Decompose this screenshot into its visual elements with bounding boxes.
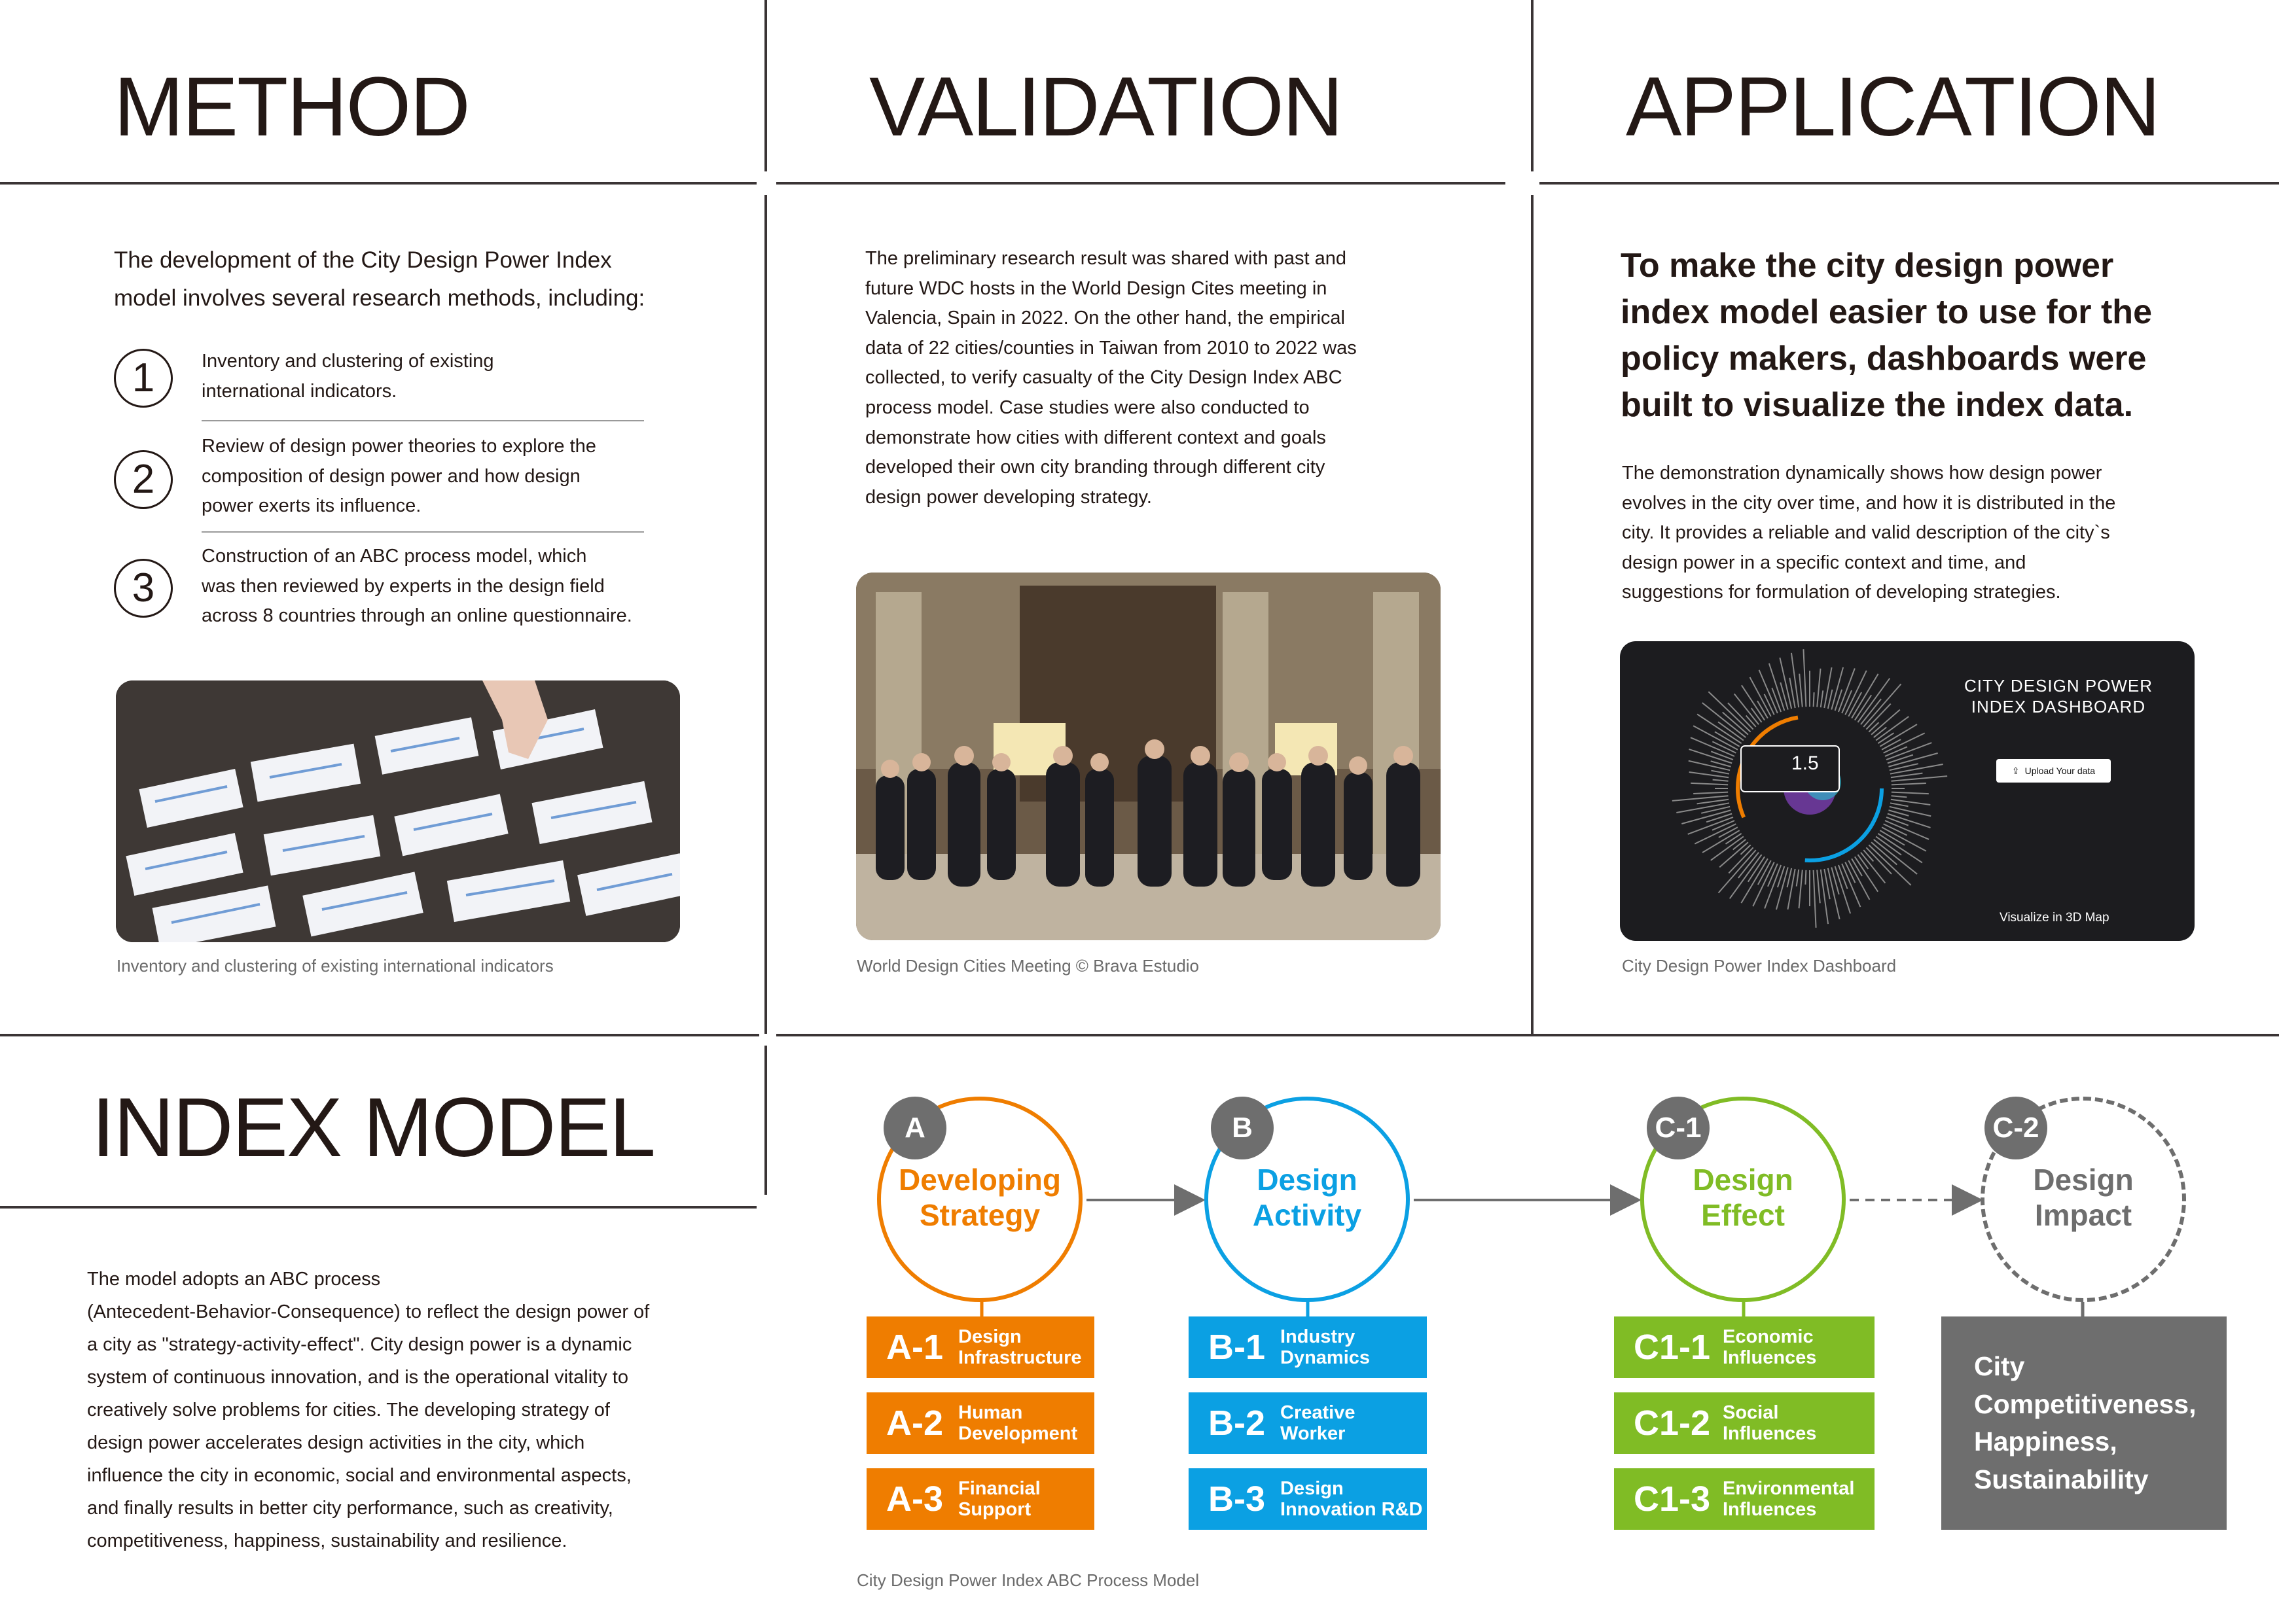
validation-line: future WDC hosts in the World Design Cites meeting in [865,277,1327,299]
method-item-3-line-3: across 8 countries through an online questionnaire. [202,605,632,627]
method-item-2-line-1: Review of design power theories to explore the [202,436,596,457]
upload-button-label: Upload Your data [2024,766,2096,776]
box-b-3 [1189,1468,1427,1530]
box-b-2-label: Creative Worker [1280,1402,1355,1444]
box-a-1-code: A-1 [886,1328,944,1367]
application-line: evolves in the city over time, and how it is distributed in the [1622,492,2116,514]
box-b-2 [1189,1392,1427,1454]
validation-line: developed their own city branding through different city [865,457,1325,478]
index-model-line: a city as "strategy-activity-effect". City design power is a dynamic [87,1334,632,1355]
box-a-2-code: A-2 [886,1403,944,1443]
application-caption: City Design Power Index Dashboard [1622,956,1897,976]
stage-b-label [1204,1162,1410,1233]
validation-line: The preliminary research result was shared with past and [865,248,1346,269]
index-model-line: design power accelerates design activities in the city, which [87,1432,585,1453]
validation-line: process model. Case studies were also conducted to [865,397,1310,418]
box-a-2 [867,1392,1094,1454]
box-a-3-code: A-3 [886,1479,944,1519]
section-title-method: METHOD [114,60,469,154]
stage-b-line-2: Activity [1252,1198,1362,1232]
method-caption: Inventory and clustering of existing international indicators [117,956,554,976]
box-b-2-code: B-2 [1208,1403,1266,1443]
application-lead-line: built to visualize the index data. [1621,386,2134,424]
box-c1-2-code: C1-2 [1634,1403,1711,1443]
box-c1-2-label: Social Influences [1723,1402,1817,1444]
method-item-3-line-1: Construction of an ABC process model, which [202,546,587,567]
method-intro-line-2: model involves several research methods, including: [114,285,645,311]
application-line: design power in a specific context and time, and [1622,552,2026,573]
number-3-icon: 3 [114,559,173,618]
stage-c2-label [1981,1162,2186,1233]
number-2-icon: 2 [114,450,173,509]
application-line: suggestions for formulation of developing strategies. [1622,582,2061,603]
box-b-1 [1189,1316,1427,1378]
dashboard-title-line-1: CITY DESIGN POWER [1964,676,2153,696]
box-b-1-label: Industry Dynamics [1280,1326,1371,1368]
box-c2-label: City Competitiveness, Happiness, Sustainability [1974,1351,2197,1494]
box-c1-1-label: Economic Influences [1723,1326,1817,1368]
method-item-1-line-1: Inventory and clustering of existing [202,351,494,372]
box-c1-3-label: Environmental Influences [1723,1478,1855,1520]
section-title-index-model: INDEX MODEL [92,1081,655,1174]
index-model-line: influence the city in economic, social and environmental aspects, [87,1465,632,1486]
stage-c1-line-1: Design [1693,1163,1793,1197]
box-c1-1-code: C1-1 [1634,1328,1711,1367]
validation-line: collected, to verify casualty of the City Design Index ABC [865,367,1342,389]
stage-c1-line-2: Effect [1701,1198,1785,1232]
visualize-3d-map-link[interactable]: Visualize in 3D Map [2000,911,2109,925]
index-model-line: The model adopts an ABC process [87,1269,381,1290]
stage-c2-line-1: Design [2033,1163,2134,1197]
application-lead-line: To make the city design power [1621,247,2114,285]
box-a-3 [867,1468,1094,1530]
method-item-2-line-3: power exerts its influence. [202,495,422,517]
upload-icon: ⇪ [2011,765,2020,776]
box-c1-3 [1614,1468,1875,1530]
method-item-2-line-2: composition of design power and how design [202,465,581,487]
badge-c2: C-2 [1984,1097,2047,1159]
validation-caption: World Design Cities Meeting © Brava Estudio [857,956,1200,976]
stage-a-label [877,1162,1083,1233]
dashboard-title-line-2: INDEX DASHBOARD [1971,697,2146,716]
box-a-3-label: Financial Support [958,1478,1041,1520]
box-c2-outcomes [1941,1316,2227,1530]
stage-c2-line-2: Impact [2034,1198,2132,1232]
validation-line: demonstrate how cities with different context and goals [865,427,1326,448]
stage-c1-label [1640,1162,1846,1233]
method-item-3-line-2: was then reviewed by experts in the design field [202,575,605,597]
stage-b-line-1: Design [1257,1163,1357,1197]
box-c1-1 [1614,1316,1875,1378]
index-model-line: creatively solve problems for cities. The developing strategy of [87,1400,610,1421]
validation-line: design power developing strategy. [865,486,1152,508]
dashboard-score: 1.5 [1791,752,1819,774]
box-c1-2 [1614,1392,1875,1454]
box-a-1 [867,1316,1094,1378]
box-a-2-label: Human Development [958,1402,1078,1444]
application-lead-line: policy makers, dashboards were [1621,340,2147,378]
box-b-3-code: B-3 [1208,1479,1266,1519]
box-b-1-code: B-1 [1208,1328,1266,1367]
badge-b: B [1211,1097,1274,1159]
section-title-validation: VALIDATION [869,60,1342,154]
badge-a: A [884,1097,946,1159]
badge-c1: C-1 [1647,1097,1710,1159]
validation-line: Valencia, Spain in 2022. On the other hand, the empirical [865,308,1345,329]
box-c1-3-code: C1-3 [1634,1479,1711,1519]
application-lead-line: index model easier to use for the [1621,293,2152,331]
index-model-line: and finally results in better city performance, such as creativity, [87,1498,613,1519]
index-model-line: system of continuous innovation, and is the operational vitality to [87,1367,628,1388]
index-model-line: competitiveness, happiness, sustainability and resilience. [87,1530,567,1551]
section-title-application: APPLICATION [1626,60,2159,154]
stage-a-line-2: Strategy [919,1198,1041,1232]
application-line: city. It provides a reliable and valid description of the city`s [1622,522,2110,544]
validation-line: data of 22 cities/counties in Taiwan from 2010 to 2022 was [865,337,1357,359]
box-b-3-label: Design Innovation R&D [1280,1478,1423,1520]
box-a-1-label: Design Infrastructure [958,1326,1082,1368]
stage-a-line-1: Developing [899,1163,1061,1197]
index-model-line: (Antecedent-Behavior-Consequence) to reflect the design power of [87,1301,650,1322]
index-model-caption: City Design Power Index ABC Process Model [857,1570,1200,1590]
application-line: The demonstration dynamically shows how design power [1622,463,2102,484]
method-intro-line-1: The development of the City Design Power Index [114,247,612,273]
number-1-icon: 1 [114,349,173,408]
method-item-1-line-2: international indicators. [202,380,397,402]
